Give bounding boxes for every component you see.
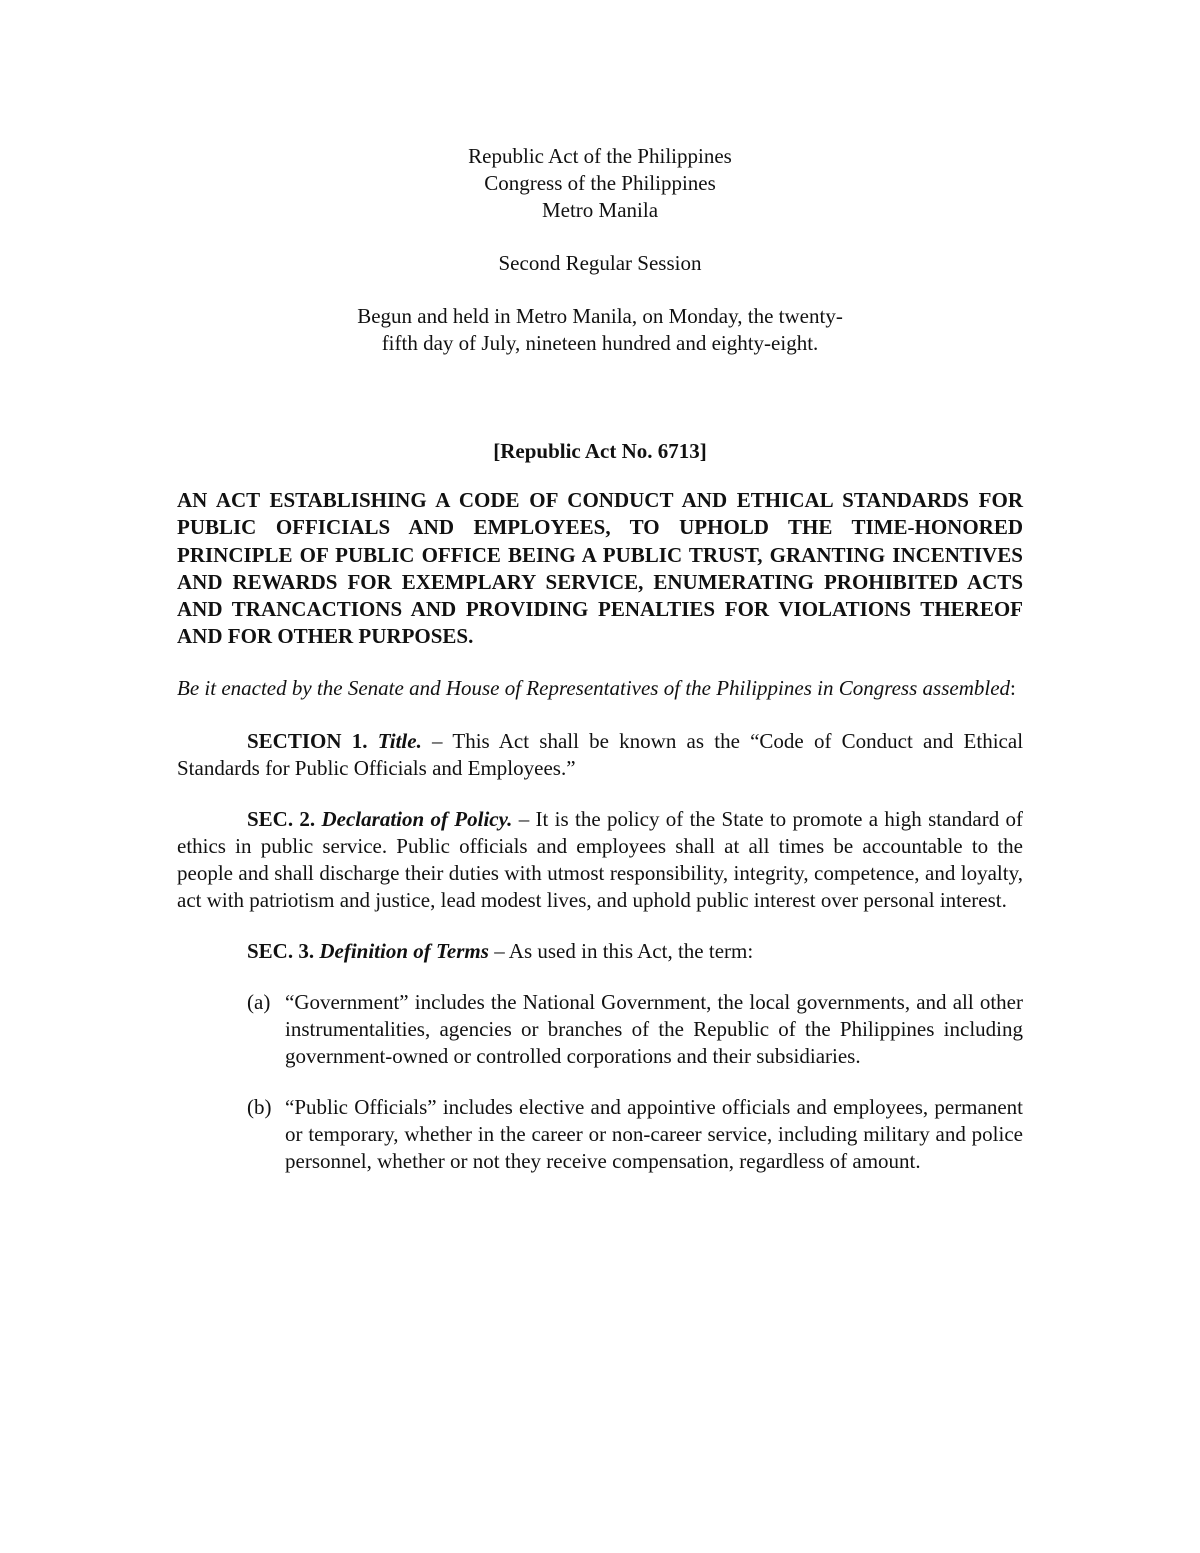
section-2-label: SEC. 2. [247,806,316,831]
enacting-clause [177,675,1023,702]
document-page [177,143,1023,1175]
section-1 [177,728,1023,782]
header-begun-line-1: Begun and held in Metro Manila, on Monday, the twenty- [357,304,843,328]
act-title: AN ACT ESTABLISHING A CODE OF CONDUCT AND ETHICAL STANDARDS FOR PUBLIC OFFICIALS AND EMPLOYEES, TO UPHOLD THE TIME-HONORED PRINCIPLE OF PUBLIC OFFICE BEING A PUBLIC TRUST, GRANTING INCENTIVES AND REWARDS FOR EXEMPLARY SERVICE, ENUMERATING PROHIBITED ACTS AND TRANCACTIONS AND PROVIDING PENALTIES FOR VIOLATIONS THEREOF AND FOR OTHER PURPOSES. [177,488,1023,649]
definition-item [247,989,1023,1070]
header-republic-act: Republic Act of the Philippines [468,144,732,168]
section-3-label: SEC. 3. [247,938,315,963]
section-1-title: Title. [377,728,422,753]
act-number: [Republic Act No. 6713] [493,439,707,463]
section-1-text: – This Act shall be known as the “Code of Conduct and Ethical Standards for Public Officials and Employees.” [177,728,1024,780]
section-2-title: Declaration of Policy. [321,806,513,831]
enacting-clause-colon: : [1010,675,1016,700]
definition-item [247,1094,1023,1175]
definition-item-text: “Government” includes the National Government, the local governments, and all other instrumentalities, agencies or branches of the Republic of the Philippines including government-owned or controlled corporations and their subsidiaries. [285,989,1023,1068]
section-2 [177,806,1023,914]
header-session: Second Regular Session [498,251,702,275]
header-congress: Congress of the Philippines [484,171,716,195]
definition-item-marker: (b) [247,1094,272,1119]
section-1-label: SECTION 1. [247,728,368,753]
section-3-text: – As used in this Act, the term: [488,938,754,963]
definition-item-text: “Public Officials” includes elective and appointive officials and employees, permanent or temporary, whether in the career or non-career service, including military and police personnel, whether or not they receive compensation, regardless of amount. [285,1094,1023,1173]
section-3 [177,938,1023,965]
document-header [177,143,1023,357]
definition-item-marker: (a) [247,989,271,1014]
header-location: Metro Manila [541,198,659,222]
enacting-clause-text: Be it enacted by the Senate and House of Representatives of the Philippines in Congress assembled [177,675,1011,700]
section-2-text: – It is the policy of the State to promote a high standard of ethics in public service. Public officials and employees shall at all times be accountable to the people and shall discharge their duties with utmost responsibility, integrity, competence, and loyalty, act with patriotism and justice, lead modest lives, and uphold public interest over personal interest. [177,806,1024,912]
section-3-title: Definition of Terms [319,938,489,963]
header-begun-line-2: fifth day of July, nineteen hundred and eighty-eight. [381,331,819,355]
